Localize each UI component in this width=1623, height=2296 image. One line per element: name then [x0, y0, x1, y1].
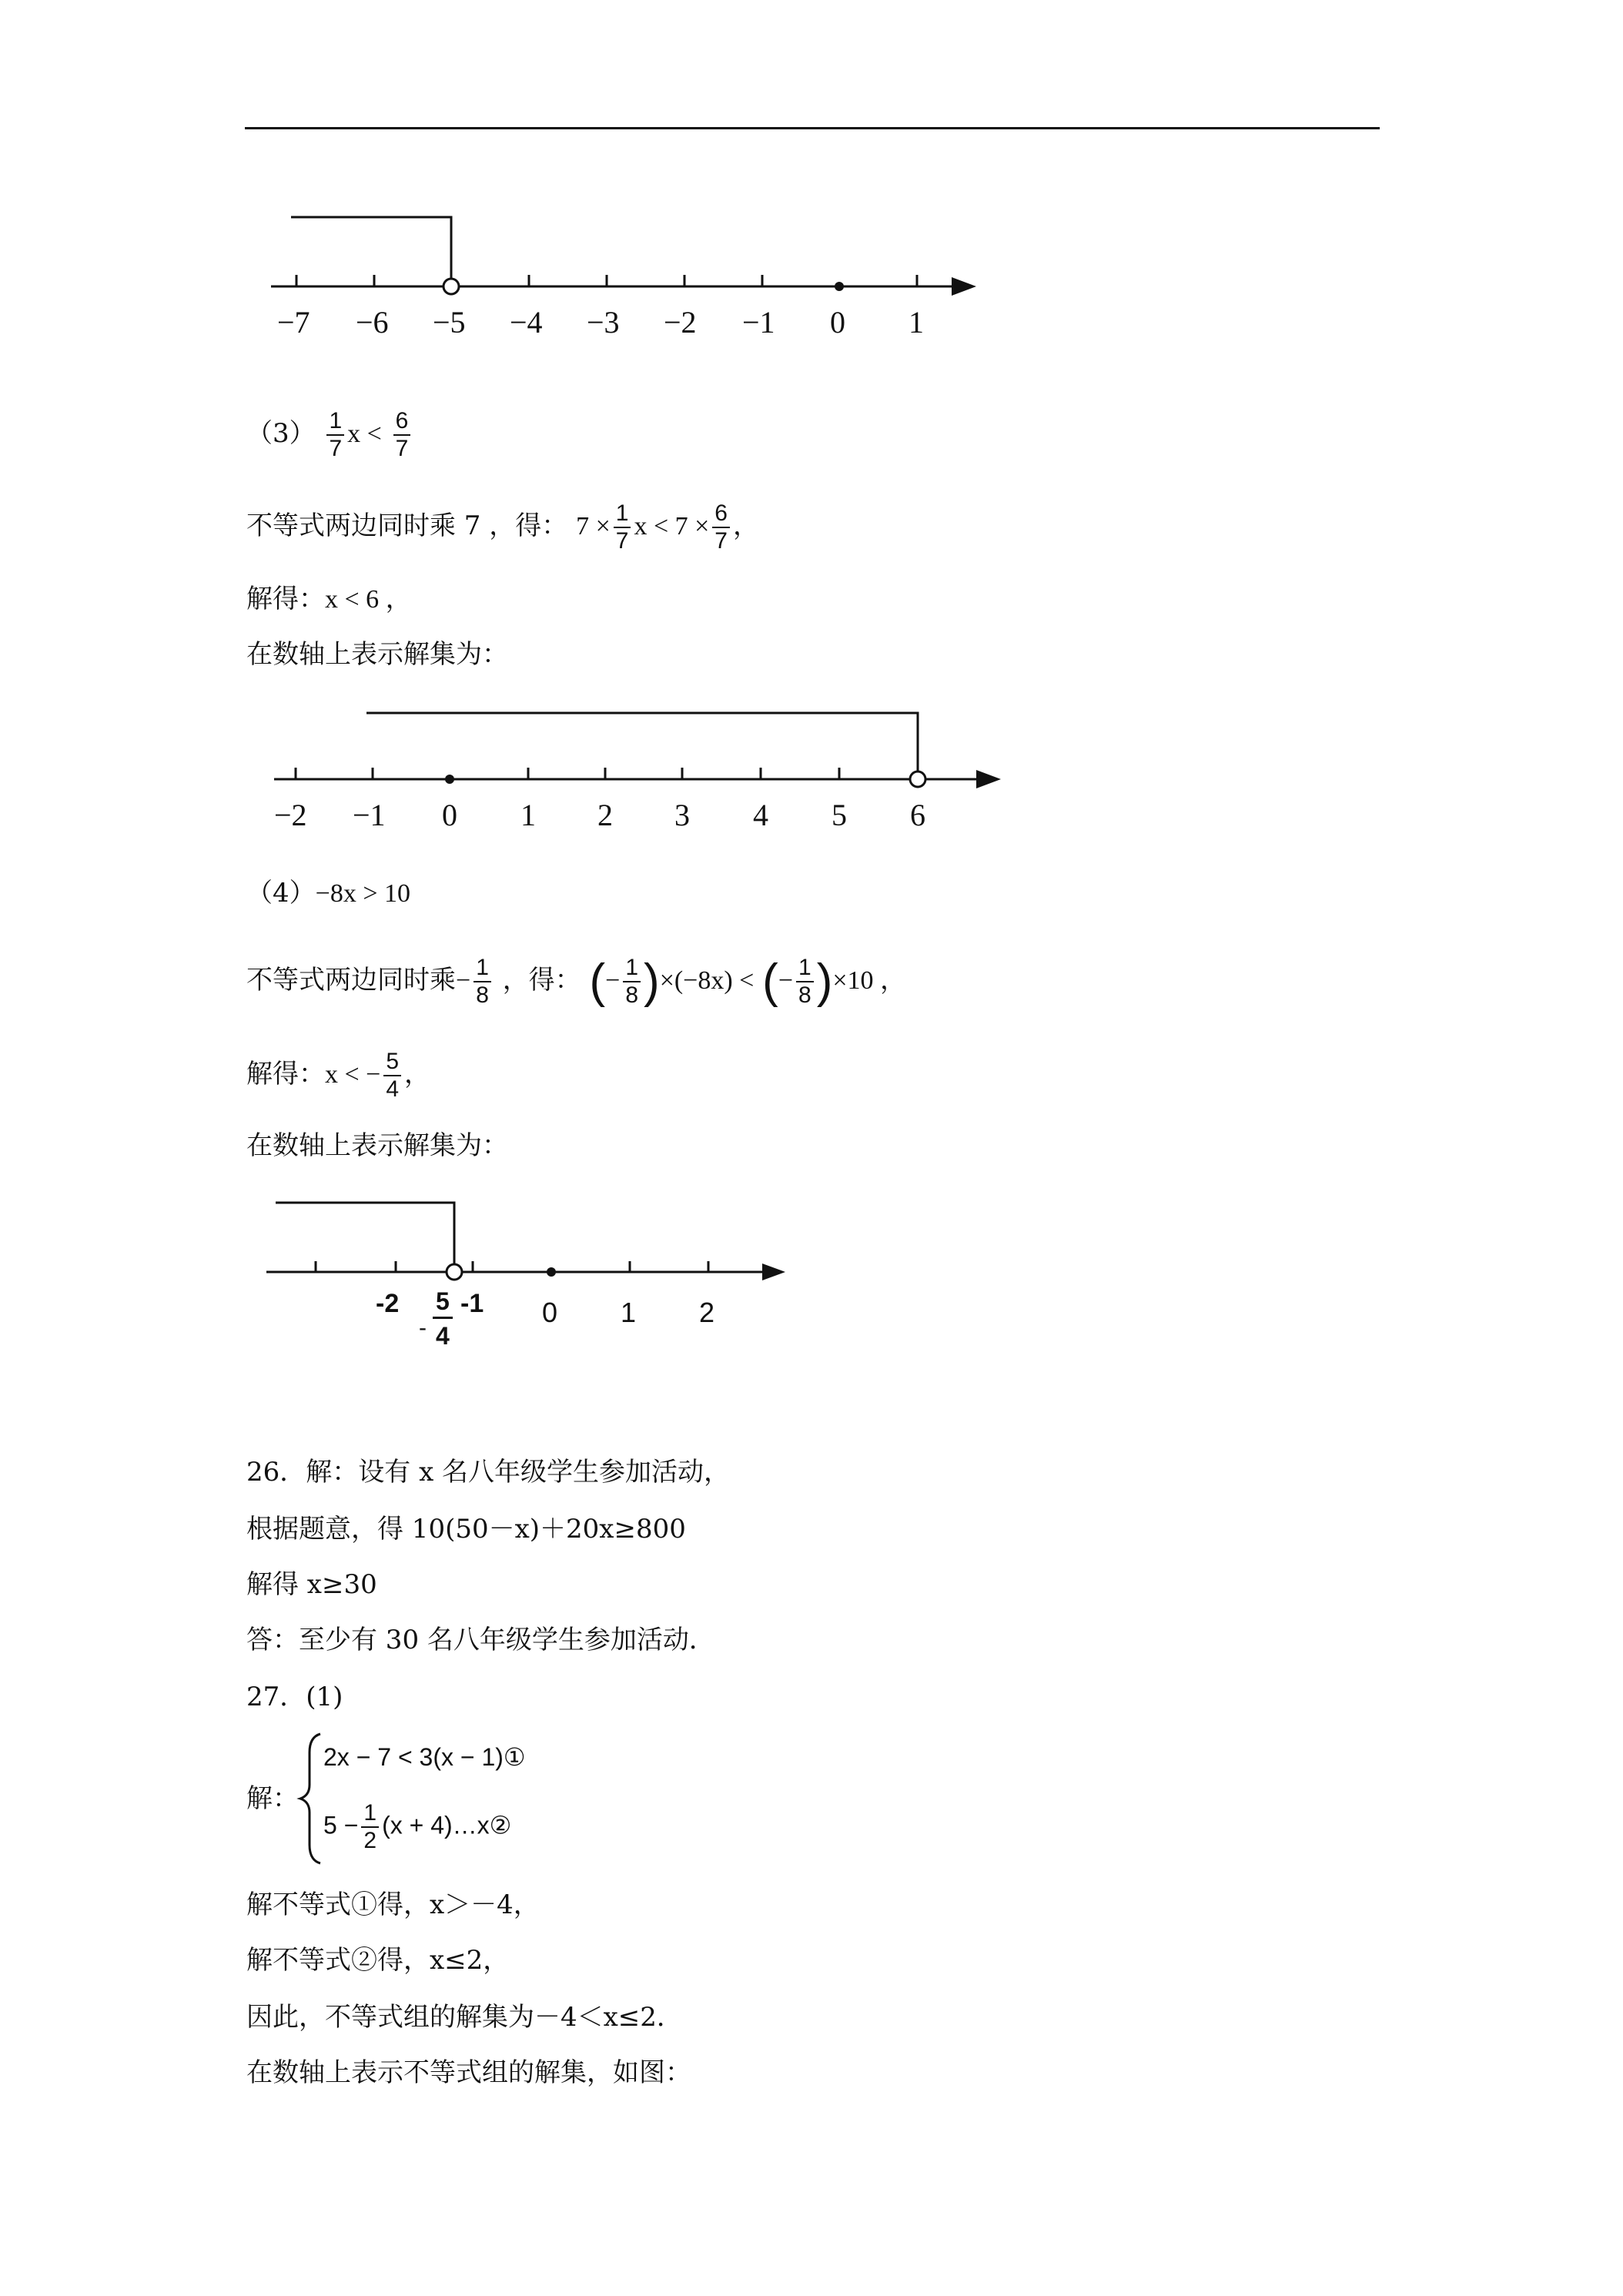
origin-dot — [835, 282, 844, 291]
tick-label: -1 — [460, 1289, 484, 1318]
math-text: − — [778, 966, 794, 995]
math-text: (x + 4)…x② — [382, 1811, 512, 1839]
paren: ) — [644, 955, 660, 1008]
step-text: ，得： — [502, 965, 581, 996]
paren: ( — [589, 955, 606, 1008]
fraction: $\frac{1}{8}$ — [796, 955, 814, 1009]
tick-label: 5 — [832, 798, 847, 832]
fraction: $\frac{1}{8}$ — [623, 955, 641, 1009]
math-text: x < 7 × — [634, 512, 710, 541]
problem-3-solve — [246, 584, 412, 615]
fraction: $\frac{1}{2}$ — [361, 1800, 379, 1854]
tick-label: 2 — [699, 1297, 715, 1328]
system-label: 解： — [246, 1783, 299, 1814]
q26-line3: 解得 x≥30 — [246, 1569, 377, 1600]
problem-4-solve — [246, 1049, 430, 1103]
tick-label: −2 — [274, 798, 307, 832]
tick-label: 1 — [520, 798, 536, 832]
math-text: ×(−8x) < — [659, 966, 755, 995]
fraction: $\frac{6}{7}$ — [393, 408, 411, 462]
math-text: x < − — [325, 1060, 381, 1089]
fraction: $\frac{5}{4}$ — [383, 1049, 401, 1103]
tick-label: −1 — [353, 798, 386, 832]
tick-label: 0 — [442, 798, 457, 832]
origin-dot — [445, 775, 454, 784]
math-text: ×10 ， — [832, 966, 907, 995]
tick-label: −2 — [664, 305, 697, 340]
paren: ) — [816, 955, 833, 1008]
open-endpoint — [910, 771, 925, 787]
problem-4-axis-text: 在数轴上表示解集为： — [246, 1130, 508, 1161]
tick-label: 3 — [674, 798, 690, 832]
axis-arrow — [762, 1263, 785, 1280]
tick-label: −4 — [510, 305, 543, 340]
fraction: $\frac{6}{7}$ — [712, 500, 730, 554]
q27-line2: 解不等式①得，x＞－4， — [246, 1889, 540, 1920]
open-endpoint — [447, 1264, 462, 1280]
ticks — [316, 1261, 708, 1272]
comma: ， — [404, 1059, 431, 1089]
fraction: $\frac{1}{8}$ — [474, 955, 491, 1009]
math-text: − — [456, 966, 471, 995]
open-endpoint — [443, 279, 459, 294]
q26-line4: 答：至少有 30 名八年级学生参加活动． — [246, 1625, 715, 1655]
tick-label: -2 — [376, 1289, 400, 1318]
tick-label: 1 — [621, 1297, 637, 1328]
solution-bracket — [291, 217, 451, 279]
step-text: 不等式两边同时乘 — [246, 965, 456, 996]
axis-arrow — [976, 770, 1001, 788]
frac-num: 5 — [433, 1286, 453, 1319]
solve-label: 解得： — [246, 584, 325, 614]
tick-label: 0 — [830, 305, 845, 340]
problem-label: （3） — [246, 418, 316, 449]
tick-label: 2 — [597, 798, 613, 832]
q27-line3: 解不等式②得，x≤2， — [246, 1945, 510, 1976]
axis-arrow — [952, 277, 976, 296]
q27-line1: 27．(1) — [246, 1682, 343, 1712]
problem-4-title — [246, 878, 410, 909]
nl3-labels — [262, 1286, 801, 1371]
q26-line1: 26．解：设有 x 名八年级学生参加活动， — [246, 1457, 731, 1488]
solve-label: 解得： — [246, 1059, 325, 1089]
paren: ( — [762, 955, 778, 1008]
system-line-2 — [323, 1800, 511, 1854]
origin-dot — [547, 1267, 556, 1277]
math-text: 7 × — [576, 512, 611, 541]
comma: ， — [732, 510, 759, 541]
system-line-1: 2x − 7 < 3(x − 1)① — [323, 1743, 526, 1771]
problem-label: （4） — [246, 878, 316, 909]
math-text: 5 − — [323, 1811, 359, 1839]
fraction: $\frac{1}{7}$ — [326, 408, 344, 462]
tick-label: −7 — [277, 305, 310, 340]
tick-label: 4 — [753, 798, 768, 832]
q27-line5: 在数轴上表示不等式组的解集，如图： — [246, 2057, 691, 2088]
solution-bracket — [366, 713, 918, 771]
solution-bracket — [276, 1203, 454, 1264]
q27-line4: 因此，不等式组的解集为－4＜x≤2． — [246, 2002, 683, 2033]
math-text: x < — [347, 420, 382, 448]
math-text: − — [605, 966, 621, 995]
tick-label: −5 — [433, 305, 466, 340]
step-text: 不等式两边同时乘 7 ，得： — [246, 510, 568, 541]
ticks — [296, 275, 917, 286]
problem-3-axis-text: 在数轴上表示解集为： — [246, 639, 508, 670]
tick-label: −3 — [587, 305, 620, 340]
fraction: $\frac{1}{7}$ — [614, 500, 631, 554]
problem-4-step — [246, 955, 906, 1009]
problem-3-step — [246, 500, 759, 554]
header-rule — [245, 127, 1380, 129]
ticks — [296, 768, 839, 779]
tick-label: −6 — [356, 305, 389, 340]
frac-sign: - — [419, 1315, 427, 1340]
tick-label: 0 — [542, 1297, 558, 1328]
nl2-labels — [271, 797, 964, 835]
tick-label: −1 — [742, 305, 775, 340]
nl1-labels — [271, 304, 964, 343]
endpoint-fraction — [433, 1286, 453, 1351]
tick-label: 1 — [909, 305, 924, 340]
q26-line2: 根据题意，得 10(50－x)＋20x≥800 — [246, 1514, 686, 1545]
math-text: −8x > 10 — [315, 879, 410, 908]
problem-3-title — [246, 408, 413, 462]
math-text: x < 6 ， — [325, 585, 412, 614]
tick-label: 6 — [910, 798, 925, 832]
frac-den: 4 — [436, 1322, 450, 1350]
